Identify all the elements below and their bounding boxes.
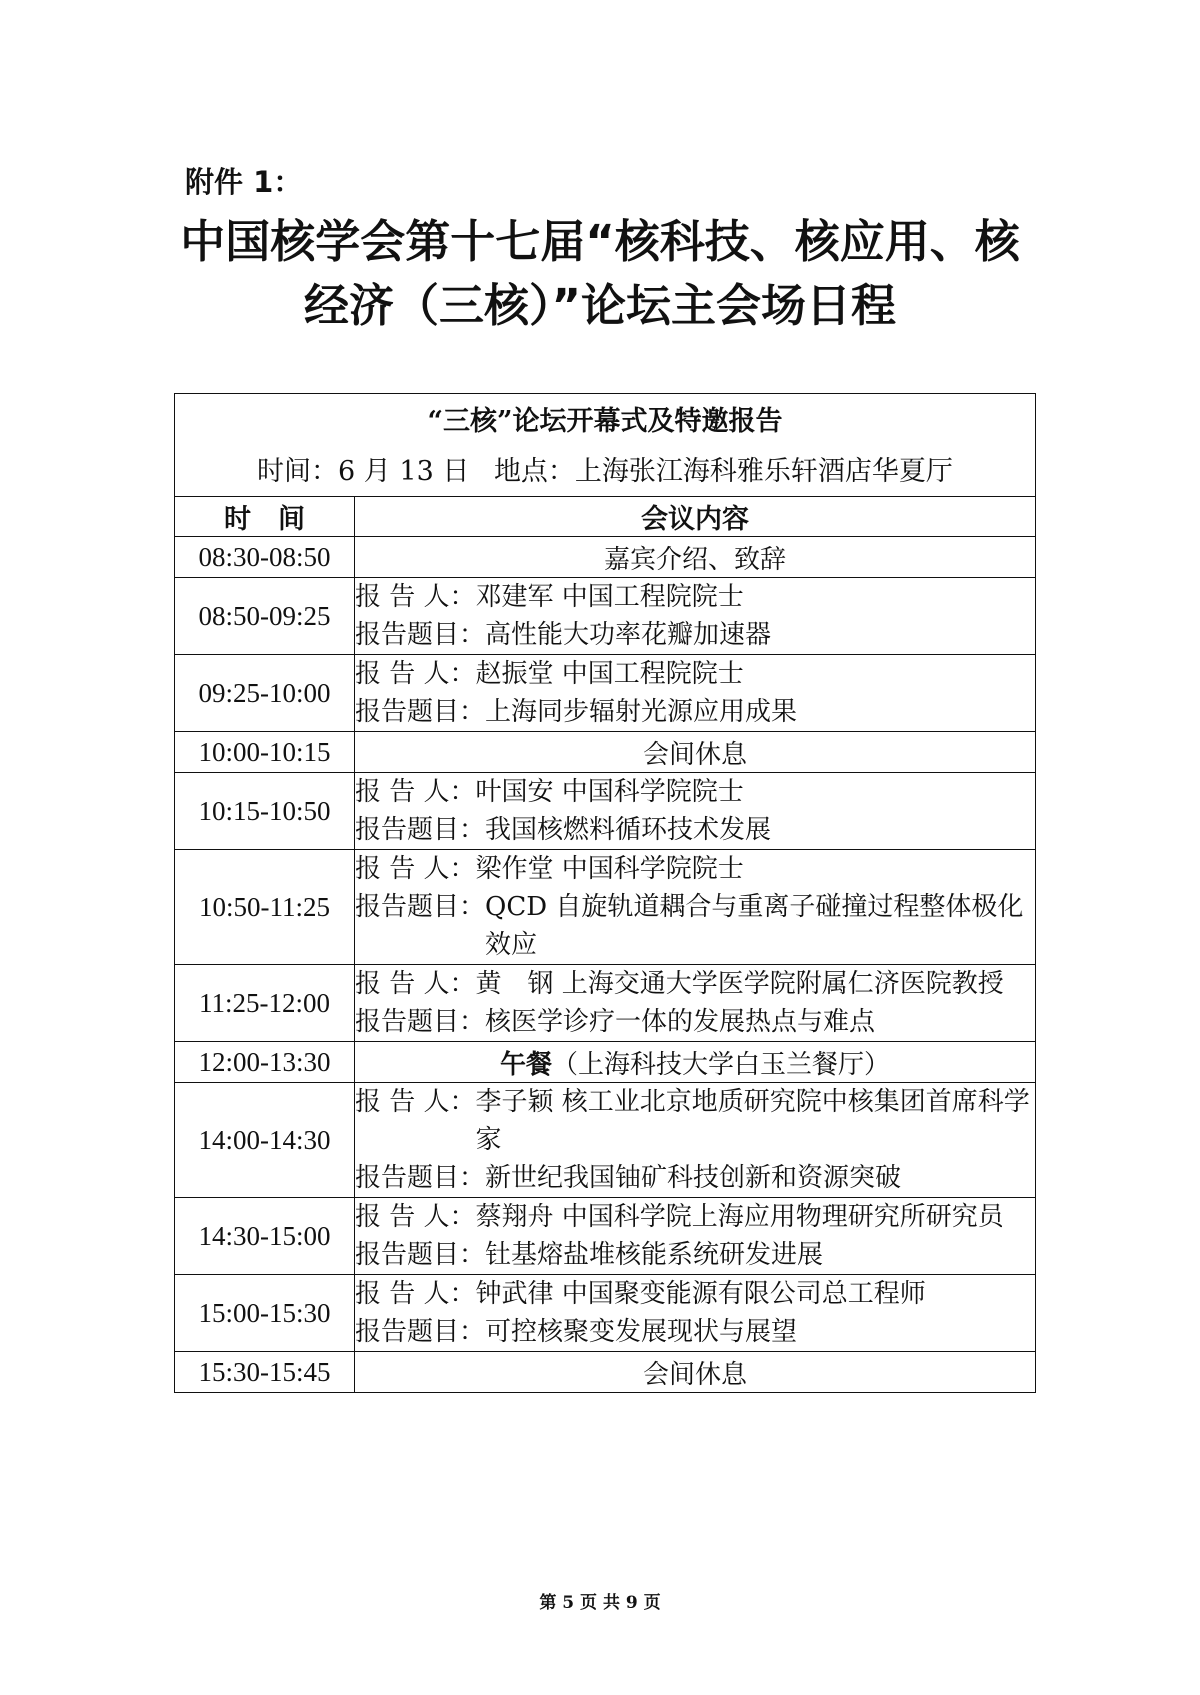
table-row [175, 1352, 1036, 1393]
speaker-label: 报 告 人： [355, 1202, 476, 1232]
topic-value: 新世纪我国铀矿科技创新和资源突破 [485, 1163, 902, 1193]
speaker-value: 钟武律 中国聚变能源有限公司总工程师 [475, 1279, 926, 1309]
report-speaker-line [355, 965, 1035, 1003]
column-header-content: 会议内容 [355, 497, 1036, 537]
table-row [175, 732, 1036, 773]
banner-time: 时间：6 月 13 日 [257, 456, 470, 487]
speaker-value: 赵振堂 中国工程院院士 [475, 659, 744, 689]
row-report [355, 965, 1036, 1042]
row-report [355, 850, 1036, 965]
report-topic-line [355, 693, 1035, 731]
row-report [355, 1198, 1036, 1275]
speaker-label: 报 告 人： [355, 659, 476, 689]
column-header-time: 时 间 [175, 497, 355, 537]
row-event: 会间休息 [355, 732, 1036, 773]
row-event: 嘉宾介绍、致辞 [355, 537, 1036, 578]
topic-label: 报告题目： [355, 1163, 486, 1193]
table-row [175, 1083, 1036, 1198]
row-time: 15:00-15:30 [175, 1275, 355, 1352]
table-row [175, 1275, 1036, 1352]
topic-label: 报告题目： [355, 1317, 486, 1347]
topic-label: 报告题目： [355, 892, 486, 922]
topic-value: QCD 自旋轨道耦合与重离子碰撞过程整体极化效应 [485, 892, 1024, 960]
report-topic-line [355, 1236, 1035, 1274]
banner-place: 地点：上海张江海科雅乐轩酒店华夏厅 [493, 456, 953, 487]
speaker-value: 叶国安 中国科学院院士 [475, 777, 744, 807]
attachment-label: 附件 1： [185, 165, 303, 199]
row-report [355, 773, 1036, 850]
row-report [355, 655, 1036, 732]
topic-label: 报告题目： [355, 815, 486, 845]
table-row [175, 1198, 1036, 1275]
schedule-table [174, 393, 1036, 1393]
lunch-label: 午餐 [499, 1049, 552, 1080]
row-event: 会间休息 [355, 1352, 1036, 1393]
page-number: 第 5 页 共 9 页 [539, 1593, 661, 1613]
speaker-value: 黄 钢 上海交通大学医学院附属仁济医院教授 [475, 969, 1004, 999]
table-row [175, 965, 1036, 1042]
topic-value: 我国核燃料循环技术发展 [485, 815, 772, 845]
report-topic-line [355, 1159, 1035, 1197]
speaker-label: 报 告 人： [355, 969, 476, 999]
table-row [175, 1042, 1036, 1083]
speaker-value: 蔡翔舟 中国科学院上海应用物理研究所研究员 [475, 1202, 1004, 1232]
banner-cell [175, 394, 1036, 497]
report-speaker-line [355, 1198, 1035, 1236]
speaker-label: 报 告 人： [355, 582, 476, 612]
report-speaker-line [355, 773, 1035, 811]
schedule-rows [175, 537, 1036, 1393]
report-topic-line [355, 811, 1035, 849]
speaker-label: 报 告 人： [355, 777, 476, 807]
topic-label: 报告题目： [355, 697, 486, 727]
column-header-row [175, 497, 1036, 537]
report-speaker-line [355, 850, 1035, 888]
row-report [355, 1275, 1036, 1352]
row-time: 11:25-12:00 [175, 965, 355, 1042]
banner-heading: “三核”论坛开幕式及特邀报告 [427, 406, 783, 437]
row-time: 10:15-10:50 [175, 773, 355, 850]
report-topic-line [355, 616, 1035, 654]
topic-value: 可控核聚变发展现状与展望 [485, 1317, 798, 1347]
row-time: 14:00-14:30 [175, 1083, 355, 1198]
banner-info [175, 454, 1035, 490]
row-time: 12:00-13:30 [175, 1042, 355, 1083]
topic-label: 报告题目： [355, 1240, 486, 1270]
report-topic-line [355, 888, 1035, 964]
lunch-venue: （上海科技大学白玉兰餐厅） [552, 1049, 891, 1080]
report-topic-line [355, 1313, 1035, 1351]
table-row [175, 850, 1036, 965]
row-time: 14:30-15:00 [175, 1198, 355, 1275]
row-time: 10:00-10:15 [175, 732, 355, 773]
speaker-value: 邓建军 中国工程院院士 [475, 582, 744, 612]
row-time: 15:30-15:45 [175, 1352, 355, 1393]
report-speaker-line [355, 1083, 1035, 1159]
title-line-2: 经济（三核）”论坛主会场日程 [303, 279, 897, 332]
document-title [130, 210, 1070, 338]
topic-value: 核医学诊疗一体的发展热点与难点 [485, 1007, 876, 1037]
topic-value: 上海同步辐射光源应用成果 [485, 697, 798, 727]
report-topic-line [355, 1003, 1035, 1041]
report-speaker-line [355, 655, 1035, 693]
speaker-label: 报 告 人： [355, 854, 476, 884]
speaker-value: 李子颖 核工业北京地质研究院中核集团首席科学家 [475, 1087, 1030, 1155]
topic-value: 钍基熔盐堆核能系统研发进展 [485, 1240, 824, 1270]
table-row [175, 537, 1036, 578]
row-time: 08:30-08:50 [175, 537, 355, 578]
table-row [175, 773, 1036, 850]
row-time: 08:50-09:25 [175, 578, 355, 655]
title-line-1: 中国核学会第十七届“核科技、核应用、核 [180, 215, 1020, 268]
banner-row [175, 394, 1036, 497]
report-speaker-line [355, 578, 1035, 616]
topic-label: 报告题目： [355, 620, 486, 650]
speaker-value: 梁作堂 中国科学院院士 [475, 854, 744, 884]
table-row [175, 578, 1036, 655]
topic-label: 报告题目： [355, 1007, 486, 1037]
speaker-label: 报 告 人： [355, 1087, 476, 1117]
topic-value: 高性能大功率花瓣加速器 [485, 620, 772, 650]
speaker-label: 报 告 人： [355, 1279, 476, 1309]
row-report [355, 578, 1036, 655]
report-speaker-line [355, 1275, 1035, 1313]
row-lunch [355, 1042, 1036, 1083]
row-report [355, 1083, 1036, 1198]
table-row [175, 655, 1036, 732]
row-time: 09:25-10:00 [175, 655, 355, 732]
row-time: 10:50-11:25 [175, 850, 355, 965]
